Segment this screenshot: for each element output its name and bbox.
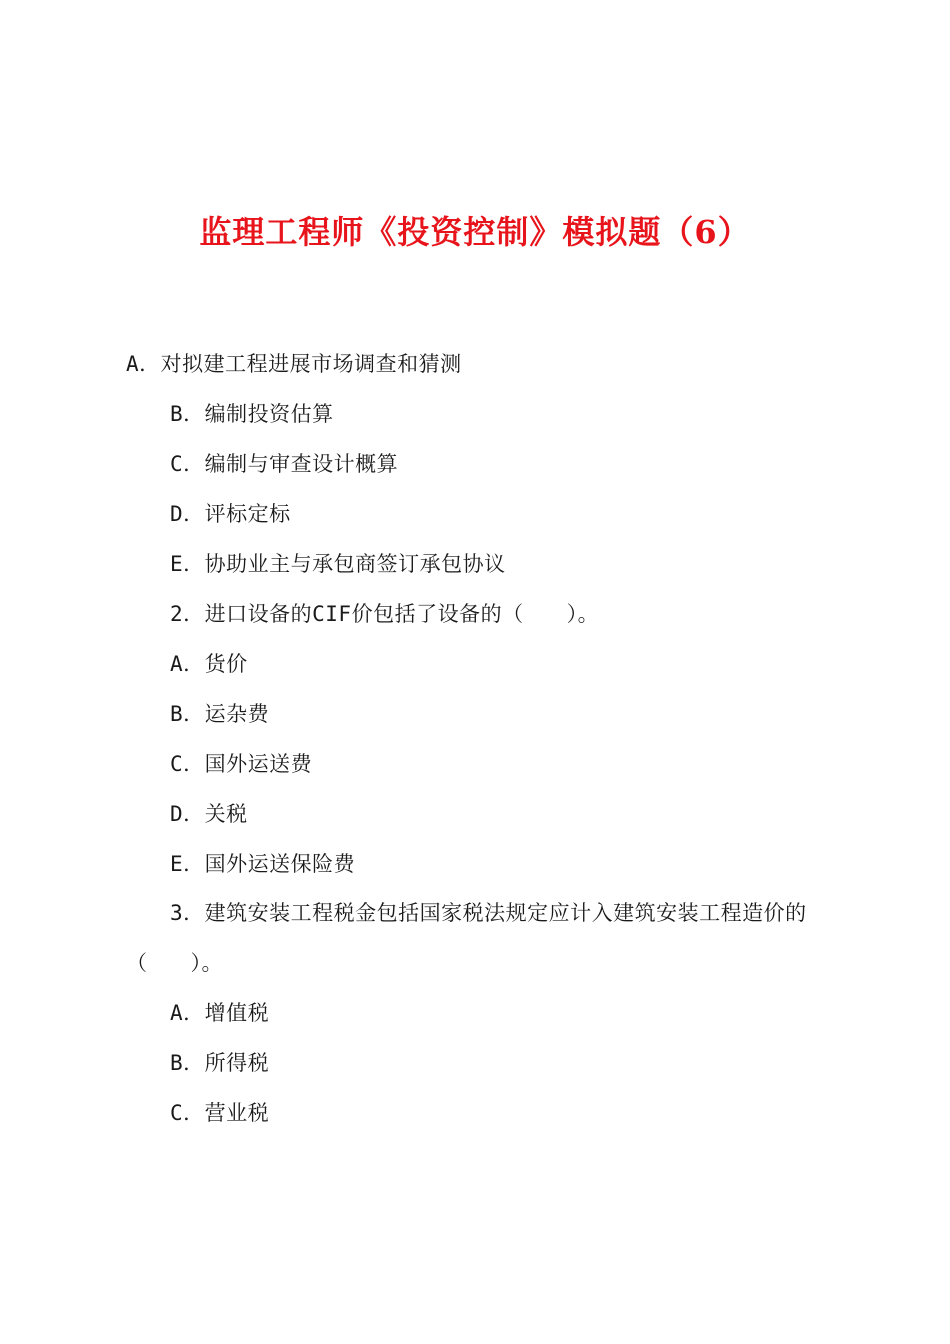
q2-option-e: E．国外运送保险费 <box>170 852 356 876</box>
option-b-line: B．编制投资估算 <box>170 402 334 426</box>
q3-option-a: A．增值税 <box>170 1001 270 1025</box>
q2-option-d: D．关税 <box>170 802 248 826</box>
option-c-line: C．编制与审查设计概算 <box>170 452 399 476</box>
q3-option-b: B．所得税 <box>170 1051 270 1075</box>
question-3-continuation: （ ）。 <box>126 951 223 975</box>
question-3: 3．建筑安装工程税金包括国家税法规定应计入建筑安装工程造价的 <box>170 901 807 925</box>
q3-option-c: C．营业税 <box>170 1101 270 1125</box>
q2-option-b: B．运杂费 <box>170 702 270 726</box>
q2-option-a: A．货价 <box>170 652 248 676</box>
q2-option-c: C．国外运送费 <box>170 752 313 776</box>
document-title: 监理工程师《投资控制》模拟题（6） <box>199 213 751 251</box>
option-d-line: D．评标定标 <box>170 502 291 526</box>
option-e-line: E．协助业主与承包商签订承包协议 <box>170 552 506 576</box>
option-a-line: A．对拟建工程进展市场调查和猜测 <box>126 352 462 376</box>
question-2: 2．进口设备的CIF价包括了设备的（ ）。 <box>170 602 600 626</box>
